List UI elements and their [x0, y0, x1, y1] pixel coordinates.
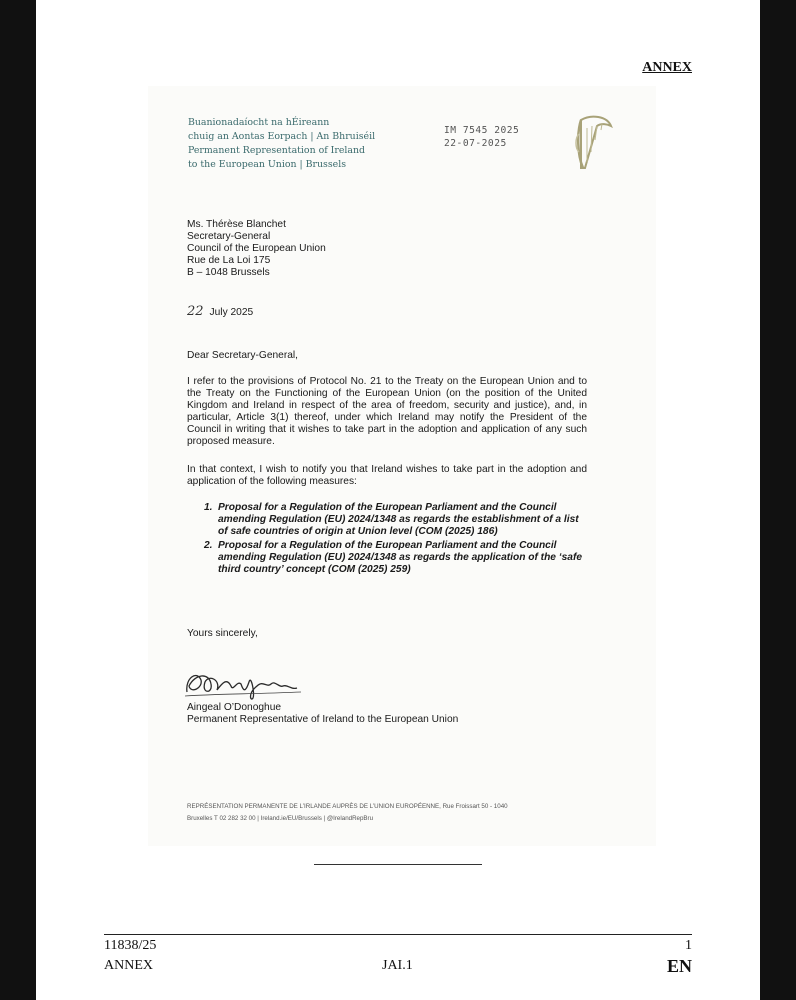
footer-address-line: REPRÉSENTATION PERMANENTE DE L’IRLANDE AUPRÈS DE L’UNION EUROPÉENNE, Rue Froissart 50 - 1040 [187, 803, 508, 810]
list-item [204, 540, 588, 576]
recipient-line: B – 1048 Brussels [187, 267, 270, 278]
letterhead-line: to the European Union | Brussels [188, 159, 347, 170]
body-paragraph: In that context, I wish to notify you that Ireland wishes to take part in the adoption and application of the following measures: [187, 464, 587, 487]
letterhead-line: Permanent Representation of Ireland [188, 145, 366, 156]
letter-date [187, 306, 587, 319]
registration-stamp [444, 124, 519, 150]
annex-heading: ANNEX [642, 60, 692, 75]
stamp-date: 22-07-2025 [444, 138, 507, 149]
list-item [204, 502, 588, 538]
unit-code: JAI.1 [382, 958, 413, 973]
recipient-line: Rue de La Loi 175 [187, 255, 271, 266]
separator-line [314, 864, 482, 865]
list-item-text: Proposal for a Regulation of the European Parliament and the Council amending Regulation (EU) 2024/1348 as regards the application of the ‘safe third country’ concept (COM (2025) 259) [218, 540, 583, 575]
measures-list [204, 502, 588, 578]
letterhead-line: chuig an Aontas Eorpach | An Bhruiséil [188, 131, 376, 142]
recipient-line: Council of the European Union [187, 243, 326, 254]
closing: Yours sincerely, [187, 628, 258, 639]
recipient-address [187, 219, 587, 279]
recipient-line: Secretary-General [187, 231, 271, 242]
recipient-line: Ms. Thérèse Blanchet [187, 219, 286, 230]
footer-rule [104, 934, 692, 935]
footer-contact-line: Bruxelles T 02 282 32 00 | Ireland.ie/EU/Brussels | @IrelandRepBru [187, 815, 374, 822]
list-item-number: 2. [204, 540, 213, 551]
handwritten-signature [183, 664, 303, 704]
page-number: 1 [685, 938, 692, 953]
letterhead [188, 116, 375, 172]
document-number: 11838/25 [104, 938, 157, 953]
handwritten-day: 22 [187, 304, 204, 319]
footer-annex-label: ANNEX [104, 958, 153, 973]
date-month-year: July 2025 [209, 307, 254, 318]
list-item-text: Proposal for a Regulation of the European Parliament and the Council amending Regulation (EU) 2024/1348 as regards the establishment of a list of safe countries of origin at Union level (COM (2025) 186) [218, 502, 579, 537]
letterhead-line: Buanionadaíocht na hÉireann [188, 117, 330, 128]
document-page [36, 0, 760, 1000]
signatory-name: Aingeal O’Donoghue [187, 702, 282, 713]
letterhead-footer [187, 801, 607, 825]
stamp-ref: IM 7545 2025 [444, 125, 520, 136]
signatory-title: Permanent Representative of Ireland to the European Union [187, 714, 459, 725]
salutation: Dear Secretary-General, [187, 350, 298, 361]
body-paragraph: I refer to the provisions of Protocol No. 21 to the Treaty on the European Union and to the Treaty on the Functioning of the European Union (on the position of the United Kingdom and Ireland in respect of the area of freedom, security and justice), and, in particular, Article 3(1) thereof, under which Ireland may notify the President of the Council in writing that it wishes to take part in the adoption and application of any such proposed measure. [187, 376, 587, 447]
list-item-number: 1. [204, 502, 213, 513]
harp-emblem-icon [573, 114, 615, 172]
language-code: EN [666, 956, 692, 976]
